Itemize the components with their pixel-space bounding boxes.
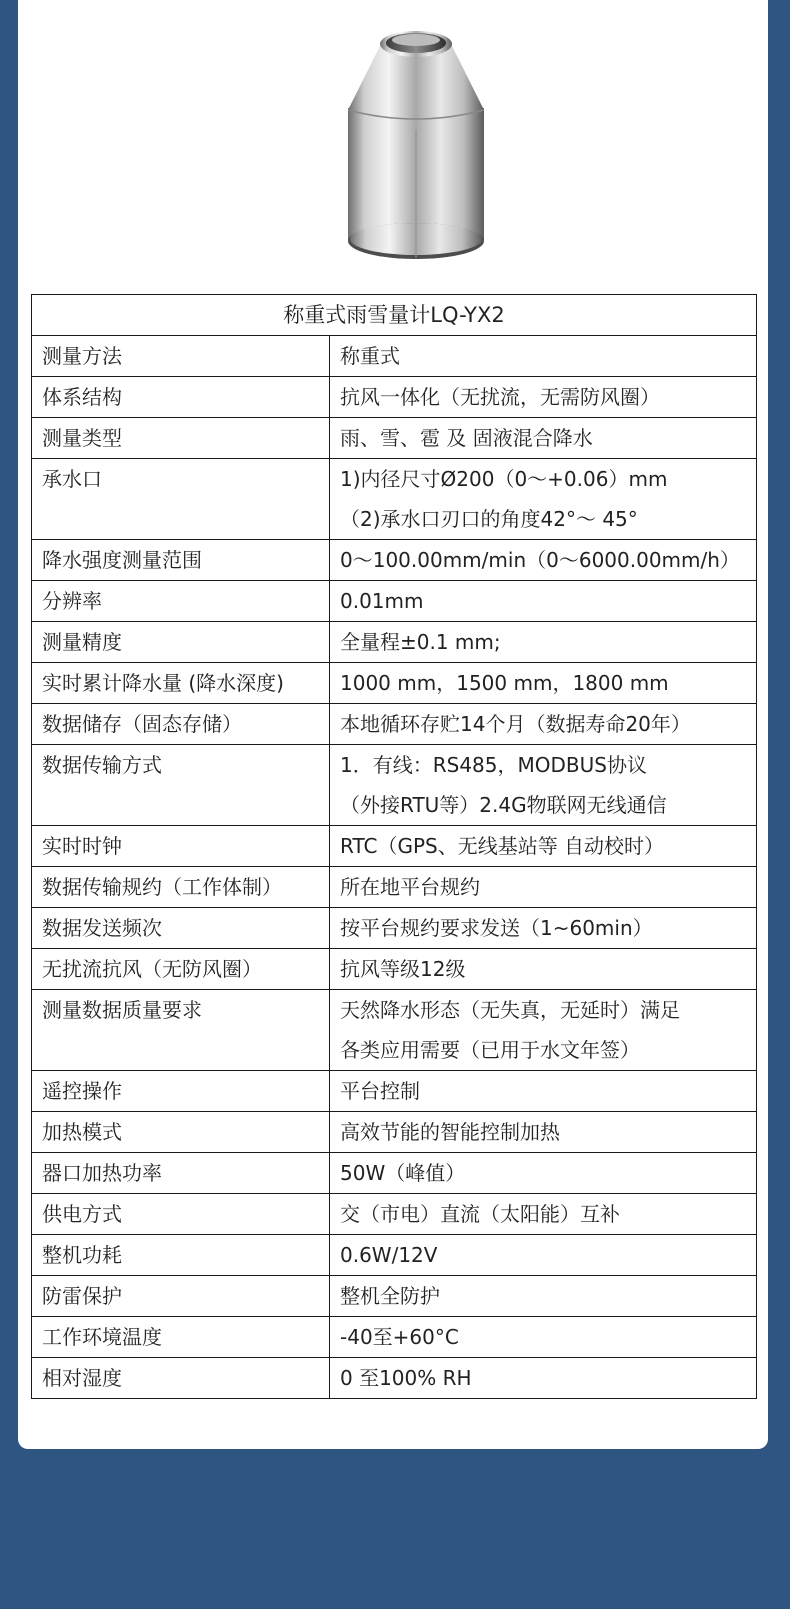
spec-label: 测量精度 [32, 622, 330, 663]
spec-value-line: 1)内径尺寸Ø200（0～+0.06）mm [340, 467, 668, 491]
table-row [32, 1276, 757, 1317]
spec-label: 实时累计降水量 (降水深度) [32, 663, 330, 704]
spec-value-line: 所在地平台规约 [340, 875, 480, 899]
spec-label: 加热模式 [32, 1112, 330, 1153]
spec-value-line: 50W（峰值） [340, 1161, 466, 1185]
spec-value-line: 高效节能的智能控制加热 [340, 1120, 560, 1144]
spec-label: 承水口 [32, 459, 330, 540]
table-row [32, 663, 757, 704]
spec-label: 数据传输规约（工作体制） [32, 867, 330, 908]
spec-label: 测量类型 [32, 418, 330, 459]
spec-value-line: 天然降水形态（无失真，无延时）满足 [340, 998, 680, 1022]
spec-value-line: 称重式 [340, 344, 400, 368]
spec-value-line: 本地循环存贮14个月（数据寿命20年） [340, 712, 691, 736]
spec-value [330, 377, 757, 418]
content-card [18, 0, 768, 1449]
spec-label: 数据发送频次 [32, 908, 330, 949]
table-row [32, 1358, 757, 1399]
spec-label: 整机功耗 [32, 1235, 330, 1276]
table-row [32, 949, 757, 990]
spec-label: 工作环境温度 [32, 1317, 330, 1358]
spec-value-line: 0～100.00mm/min（0～6000.00mm/h） [340, 548, 740, 572]
spec-value [330, 1358, 757, 1399]
spec-value [330, 581, 757, 622]
table-row [32, 540, 757, 581]
spec-label: 降水强度测量范围 [32, 540, 330, 581]
spec-value-line: 交（市电）直流（太阳能）互补 [340, 1202, 620, 1226]
spec-value [330, 745, 757, 826]
table-row [32, 1153, 757, 1194]
table-row [32, 867, 757, 908]
spec-value-line: 按平台规约要求发送（1~60min） [340, 916, 653, 940]
spec-value-line: 全量程±0.1 mm; [340, 630, 501, 654]
spec-label: 防雷保护 [32, 1276, 330, 1317]
table-row [32, 459, 757, 540]
spec-value-line: 0 至100% RH [340, 1366, 472, 1390]
spec-label: 实时时钟 [32, 826, 330, 867]
table-row [32, 908, 757, 949]
spec-label: 测量方法 [32, 336, 330, 377]
spec-value [330, 908, 757, 949]
spec-label: 遥控操作 [32, 1071, 330, 1112]
spec-table [31, 294, 757, 1399]
table-row [32, 1071, 757, 1112]
table-row [32, 745, 757, 826]
spec-value [330, 418, 757, 459]
spec-value [330, 1235, 757, 1276]
table-row [32, 990, 757, 1071]
spec-label: 器口加热功率 [32, 1153, 330, 1194]
spec-value [330, 990, 757, 1071]
table-row [32, 704, 757, 745]
spec-label: 供电方式 [32, 1194, 330, 1235]
table-row [32, 581, 757, 622]
spec-label: 无扰流抗风（无防风圈） [32, 949, 330, 990]
spec-label: 相对湿度 [32, 1358, 330, 1399]
table-title-row [32, 295, 757, 336]
spec-label: 分辨率 [32, 581, 330, 622]
table-row [32, 622, 757, 663]
table-row [32, 1235, 757, 1276]
spec-value-line: 雨、雪、雹 及 固液混合降水 [340, 426, 593, 450]
spec-value [330, 1194, 757, 1235]
spec-value [330, 1276, 757, 1317]
spec-value-line: 0.6W/12V [340, 1243, 438, 1267]
spec-value-line: （2)承水口刃口的角度42°～ 45° [340, 507, 638, 531]
table-title: 称重式雨雪量计LQ-YX2 [32, 295, 757, 336]
spec-value-line: 抗风一体化（无扰流，无需防风圈） [340, 385, 660, 409]
spec-value [330, 459, 757, 540]
table-row [32, 418, 757, 459]
spec-value-line: 1000 mm，1500 mm，1800 mm [340, 671, 669, 695]
spec-value [330, 336, 757, 377]
table-row [32, 1112, 757, 1153]
spec-value [330, 1071, 757, 1112]
spec-value-line: 各类应用需要（已用于水文年签） [340, 1038, 640, 1062]
spec-value [330, 949, 757, 990]
spec-label: 数据传输方式 [32, 745, 330, 826]
spec-value [330, 1153, 757, 1194]
spec-value-line: 平台控制 [340, 1079, 420, 1103]
table-row [32, 1194, 757, 1235]
table-row [32, 826, 757, 867]
spec-value [330, 704, 757, 745]
spec-value-line: 1．有线：RS485，MODBUS协议 [340, 753, 647, 777]
spec-value-line: -40至+60°C [340, 1325, 459, 1349]
rain-gauge-product-image [336, 18, 496, 273]
spec-label: 数据储存（固态存储） [32, 704, 330, 745]
spec-label: 测量数据质量要求 [32, 990, 330, 1071]
spec-value [330, 540, 757, 581]
table-row [32, 1317, 757, 1358]
spec-value-line: 0.01mm [340, 589, 424, 613]
spec-value [330, 826, 757, 867]
spec-value [330, 1317, 757, 1358]
spec-value-line: RTC（GPS、无线基站等 自动校时） [340, 834, 665, 858]
spec-label: 体系结构 [32, 377, 330, 418]
spec-value [330, 622, 757, 663]
table-row [32, 377, 757, 418]
spec-value-line: （外接RTU等）2.4G物联网无线通信 [340, 793, 667, 817]
spec-value [330, 867, 757, 908]
spec-value [330, 1112, 757, 1153]
spec-value-line: 整机全防护 [340, 1284, 440, 1308]
spec-value-line: 抗风等级12级 [340, 957, 466, 981]
spec-value [330, 663, 757, 704]
table-row [32, 336, 757, 377]
